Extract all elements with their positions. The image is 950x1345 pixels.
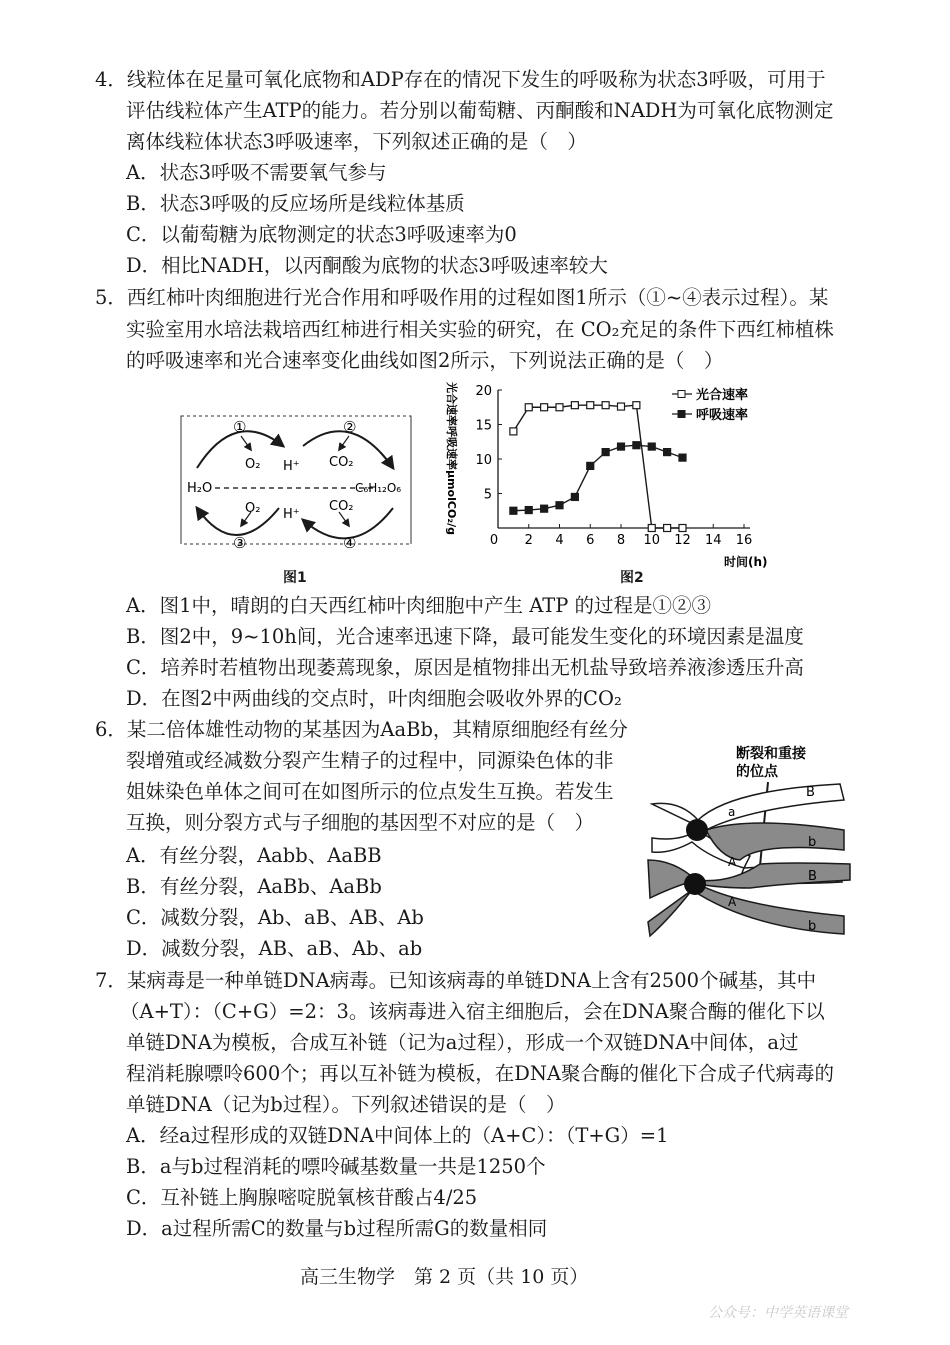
q4-stem-line-3: 离体线粒体状态3呼吸速率，下列叙述正确的是（ ） (126, 130, 587, 153)
q7-stem-line-1: 7．某病毒是一种单链DNA病毒。已知该病毒的单链DNA上含有2500个碱基，其中 (95, 969, 817, 992)
fig1-h-bottom: H⁺ (283, 507, 300, 522)
q4-option-a: A．状态3呼吸不需要氧气参与 (126, 161, 387, 184)
data-point-series-1 (571, 402, 578, 409)
fig1-circle-1: ① (233, 418, 247, 436)
x-tick-label: 12 (674, 533, 691, 548)
q6-stem-line-3: 姐妹染色单体之间可在如图所示的位点发生互换。若发生 (126, 780, 614, 803)
x-tick-label: 2 (524, 533, 533, 548)
q5-stem-line-3: 的呼吸速率和光合速率变化曲线如图2所示，下列说法正确的是（ ） (126, 349, 724, 372)
page-footer: 高三生物学 第 2 页（共 10 页） (300, 1266, 589, 1288)
y-tick-label: 20 (475, 384, 492, 399)
legend-marker (678, 411, 685, 418)
q7-option-c: C．互补链上胸腺嘧啶脱氧核苷酸占4/25 (126, 1186, 478, 1209)
x-tick-label: 16 (735, 533, 753, 548)
x-tick-label: 8 (616, 533, 626, 548)
q6-option-c: C．减数分裂，Ab、aB、AB、Ab (126, 906, 424, 929)
x-tick-label: 14 (704, 533, 722, 548)
q4-stem-line-1: 4．线粒体在足量可氧化底物和ADP存在的情况下发生的呼吸称为状态3呼吸，可用于 (95, 68, 826, 91)
gene-a-top: a (728, 805, 736, 819)
data-point-series-1 (633, 402, 640, 409)
crossover-label-line-2: 的位点 (736, 764, 778, 780)
q5-stem-line-2: 实验室用水培法栽培西红柿进行相关实验的研究，在 CO₂充足的条件下西红柿植株 (126, 318, 834, 341)
q7-stem-line-4: 程消耗腺嘌呤600个；再以互补链为模板，在DNA聚合酶的催化下合成子代病毒的 (126, 1062, 834, 1085)
fig1-co2-bottom: CO₂ (329, 499, 354, 514)
fig1-circle-4: ④ (343, 534, 357, 552)
q4-option-d: D．相比NADH，以丙酮酸为底物的状态3呼吸速率较大 (126, 254, 608, 277)
data-point-series-2 (633, 442, 640, 449)
data-point-series-2 (571, 493, 578, 500)
y-axis-label: 光合速率呼吸速率μmolCO₂/g (445, 382, 458, 536)
x-tick-label: 4 (555, 533, 564, 548)
fig1-o2-bottom: O₂ (245, 501, 261, 516)
q7-stem-line-2: （A+T）：（C+G）=2：3。该病毒进入宿主细胞后，会在DNA聚合酶的催化下以 (120, 1000, 825, 1023)
fig1-circle-2: ② (343, 418, 357, 436)
y-tick-label: 10 (475, 453, 492, 468)
data-point-series-2 (525, 507, 532, 514)
fig1-o2-top: O₂ (245, 457, 261, 472)
x-tick-label: 6 (586, 533, 595, 548)
gene-A-mid: A (728, 855, 737, 869)
fig1-co2-top: CO₂ (329, 455, 354, 470)
series-line-2 (513, 445, 682, 511)
data-point-series-2 (556, 502, 563, 509)
data-point-series-1 (618, 403, 625, 410)
figure-1-caption: 图1 (283, 570, 307, 586)
q4-stem-line-2: 评估线粒体产生ATP的能力。若分别以葡萄糖、丙酮酸和NADH为可氧化底物测定 (126, 99, 834, 122)
q7-stem-line-3: 单链DNA为模板，合成互补链（记为a过程），形成一个双链DNA中间体，a过 (126, 1031, 799, 1054)
data-point-series-1 (602, 402, 609, 409)
q6-option-a: A．有丝分裂，Aabb、AaBB (126, 844, 382, 867)
gene-b-bottom: b (808, 919, 817, 934)
data-point-series-1 (510, 428, 517, 435)
q6-stem-line-1: 6．某二倍体雄性动物的某基因为AaBb，其精原细胞经有丝分 (95, 718, 628, 741)
data-point-series-1 (587, 402, 594, 409)
fig1-circle-3: ③ (233, 534, 247, 552)
legend-label: 呼吸速率 (696, 408, 749, 423)
data-point-series-1 (648, 525, 655, 532)
q6-option-d: D．减数分裂，AB、aB、Ab、ab (126, 937, 423, 960)
figure-2-caption: 图2 (620, 570, 644, 586)
q5-option-b: B．图2中，9~10h间，光合速率迅速下降，最可能发生变化的环境因素是温度 (126, 625, 804, 648)
chromosome-crossover-figure (640, 738, 860, 943)
q6-option-b: B．有丝分裂，AaBb、AaBb (126, 875, 382, 898)
q5-option-d: D．在图2中两曲线的交点时，叶肉细胞会吸收外界的CO₂ (126, 687, 622, 710)
data-point-series-2 (618, 443, 625, 450)
fig1-h-top: H⁺ (283, 459, 300, 474)
figure-1-diagram (175, 410, 420, 555)
data-point-series-1 (525, 404, 532, 411)
legend-marker (678, 391, 685, 398)
data-point-series-1 (541, 404, 548, 411)
q7-stem-line-5: 单链DNA（记为b过程）。下列叙述错误的是（ ） (126, 1093, 566, 1116)
data-point-series-2 (541, 505, 548, 512)
q5-stem-line-1: 5．西红柿叶肉细胞进行光合作用和呼吸作用的过程如图1所示（①~④表示过程）。某 (95, 286, 829, 309)
watermark: 公众号：中学英语课堂 (708, 1305, 848, 1321)
legend-label: 光合速率 (696, 388, 749, 403)
data-point-series-1 (556, 404, 563, 411)
q4-option-b: B．状态3呼吸的反应场所是线粒体基质 (126, 192, 465, 215)
gene-A-bottom: A (728, 895, 737, 909)
data-point-series-2 (664, 449, 671, 456)
q5-option-a: A．图1中，晴朗的白天西红柿叶肉细胞中产生 ATP 的过程是①②③ (126, 594, 712, 617)
x-tick-label: 10 (643, 533, 661, 548)
data-point-series-2 (602, 449, 609, 456)
x-axis-label: 时间(h) (724, 555, 768, 569)
q6-stem-line-4: 互换，则分裂方式与子细胞的基因型不对应的是（ ） (126, 811, 595, 834)
x-tick-label: 0 (489, 533, 499, 548)
q5-option-c: C．培养时若植物出现萎蔫现象，原因是植物排出无机盐导致培养液渗透压升高 (126, 656, 804, 679)
data-point-series-2 (510, 507, 517, 514)
gene-B-top: B (806, 785, 815, 800)
q7-option-a: A．经a过程形成的双链DNA中间体上的（A+C）：（T+G）=1 (126, 1124, 669, 1147)
data-point-series-1 (664, 525, 671, 532)
fig1-h2o: H₂O (187, 481, 213, 496)
figure-2-chart (440, 378, 770, 570)
q7-option-d: D．a过程所需C的数量与b过程所需G的数量相同 (126, 1217, 548, 1240)
fig1-glucose: C₆H₁₂O₆ (355, 481, 402, 495)
gene-B-mid: B (808, 869, 817, 884)
q6-stem-line-2: 裂增殖或经减数分裂产生精子的过程中，同源染色体的非 (126, 749, 614, 772)
gene-b-mid: b (808, 835, 817, 850)
q4-option-c: C．以葡萄糖为底物测定的状态3呼吸速率为0 (126, 223, 517, 246)
y-tick-label: 5 (483, 487, 492, 503)
data-point-series-2 (679, 454, 686, 461)
data-point-series-1 (679, 525, 686, 532)
y-tick-label: 15 (475, 418, 492, 434)
data-point-series-2 (648, 443, 655, 450)
q7-option-b: B．a与b过程消耗的嘌呤碱基数量一共是1250个 (126, 1155, 546, 1178)
data-point-series-2 (587, 462, 594, 469)
crossover-label-line-1: 断裂和重接 (736, 746, 806, 762)
